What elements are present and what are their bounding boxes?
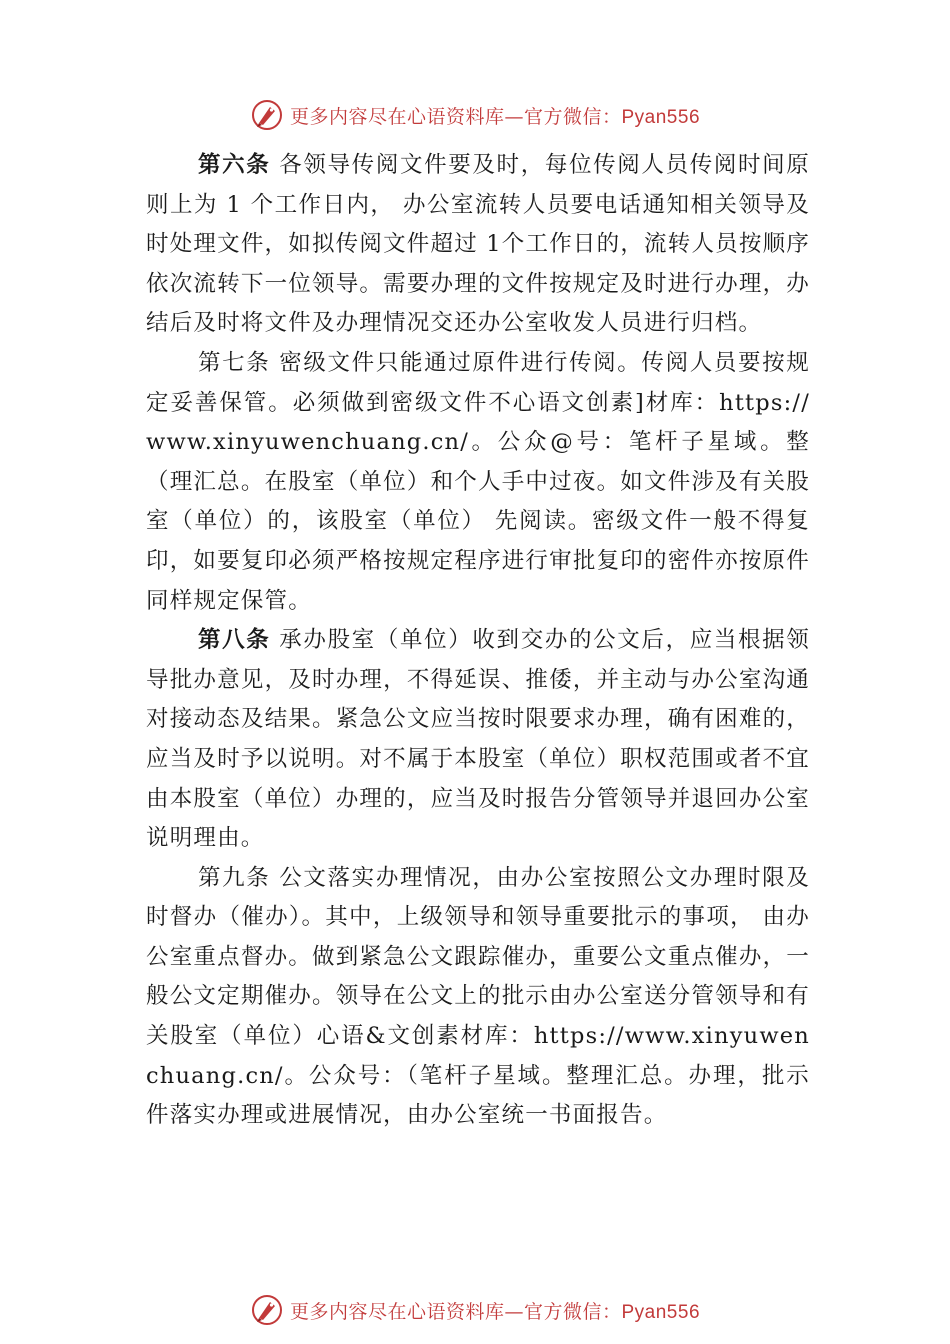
article-9 — [146, 859, 810, 1136]
article-title: 第八条 — [198, 627, 271, 654]
article-title: 第七条 — [198, 349, 271, 376]
article-8 — [146, 621, 810, 859]
pen-nib-logo-icon — [250, 98, 284, 132]
document-body — [146, 146, 810, 1136]
footer-banner — [0, 1290, 950, 1330]
article-text: 公文落实办理情况，由办公室按照公文办理时限及时督办（催办）。其中，上级领导和领导重要批示的事项， 由办公室重点督办。做到紧急公文跟踪催办，重要公文重点催办，一般公文定期催办。领导在公文上的批示由办公室送分管领导和有关股室（单位）心语&文创素材库：https://www.xinyuwenchuang.cn/。公众号：（笔杆子星域。整理汇总。办理，批示件落实办理或进展情况，由办公室统一书面报告。 — [146, 864, 810, 1129]
article-text: 密级文件只能通过原件进行传阅。传阅人员要按规定妥善保管。必须做到密级文件不心语文创素]材库：https://www.xinyuwenchuang.cn/。公众@号：笔杆子星域。整（理汇总。在股室（单位）和个人手中过夜。如文件涉及有关股室（单位）的，该股室（单位） 先阅读。密级文件一般不得复印，如要复印必须严格按规定程序进行审批复印的密件亦按原件同样规定保管。 — [146, 349, 810, 614]
banner-text: 更多内容尽在心语资料库—官方微信：Pyan556 — [289, 105, 701, 128]
article-6 — [146, 146, 810, 344]
article-text: 承办股室（单位）收到交办的公文后，应当根据领导批办意见，及时办理，不得延误、推倭，并主动与办公室沟通对接动态及结果。紧急公文应当按时限要求办理，确有困难的，应当及时予以说明。对不属于本股室（单位）职权范围或者不宜由本股室（单位）办理的，应当及时报告分管领导并退回办公室说明理由。 — [146, 627, 810, 852]
article-7 — [146, 344, 810, 621]
article-title: 第九条 — [198, 864, 271, 891]
article-title: 第六条 — [198, 152, 271, 178]
pen-nib-logo-icon — [250, 1293, 284, 1327]
header-banner — [0, 95, 950, 135]
banner-text: 更多内容尽在心语资料库—官方微信：Pyan556 — [289, 1300, 701, 1323]
article-text: 各领导传阅文件要及时，每位传阅人员传阅时间原则上为 1 个工作日内， 办公室流转人员要电话通知相关领导及时处理文件，如拟传阅文件超过 1个工作日的，流转人员按顺序依次流转下一位领导。需要办理的文件按规定及时进行办理，办结后及时将文件及办理情况交还办公室收发人员进行归档。 — [146, 152, 810, 337]
